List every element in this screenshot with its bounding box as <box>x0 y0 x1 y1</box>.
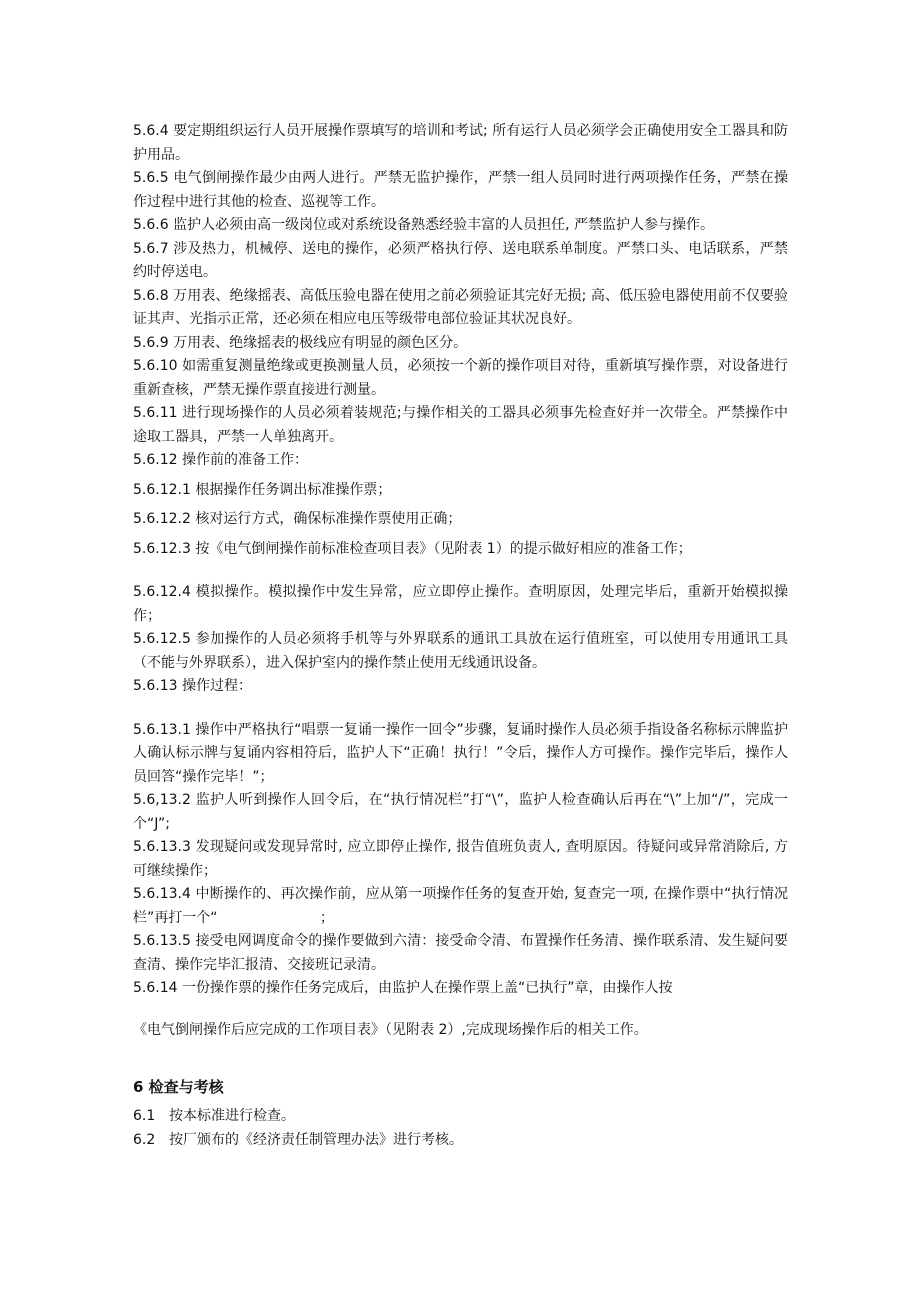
paragraph-5-6-9: 5.6.9 万用表、绝缘摇表的极线应有明显的颜色区分。 <box>133 334 468 351</box>
paragraph-5-6-12-5: 5.6.12.5 参加操作的人员必须将手机等与外界联系的通讯工具放在运行值班室，可以使用专用通讯工具（不能与外界联系），进入保护室内的操作禁止使用无线通讯设备。 <box>133 631 788 671</box>
paragraph-5-6-12-2: 5.6.12.2 核对运行方式，确保标准操作票使用正确； <box>133 511 462 527</box>
section-6-heading: 6 检查与考核 <box>133 1078 224 1096</box>
paragraph-5-6-13-4: 5.6.13.4 中断操作的、再次操作前，应从第一项操作任务的复查开始, 复查完一项, 在操作票中“执行情况栏”再打一个“ ； <box>133 886 788 926</box>
paragraph-5-6-13-1: 5.6.13.1 操作中严格执行“唱票一复诵一操作一回令”步骤，复诵时操作人员必须手指设备名称标示牌监护人确认标示牌与复诵内容相符后，监护人下“正确！执行！”令后，操作人方可操作。操作完毕后，操作人员回答“操作完毕！”； <box>133 721 788 785</box>
section-6-item <box>133 1129 788 1153</box>
section-6-item-number: 6.2 <box>133 1131 156 1148</box>
paragraph-5-6-13-2: 5.6,13.2 监护人听到操作人回令后，在“执行情况栏”打“\”，监护人检查确认后再在“\”上加“/”，完成一个“J”; <box>133 792 788 832</box>
section-6-item <box>133 1105 788 1129</box>
paragraph-5-6-13-3: 5.6.13.3 发现疑问或发现异常时, 应立即停止操作, 报告值班负责人, 查明原因。待疑问或异常消除后, 方可继续操作； <box>133 839 788 879</box>
paragraph-5-6-11: 5.6.11 进行现场操作的人员必须着装规范;与操作相关的工器具必须事先检查好并一次带全。严禁操作中途取工器具，严禁一人单独离开。 <box>133 405 788 445</box>
section-6-item-number: 6.1 <box>133 1108 156 1124</box>
section-6-item-text: 按厂颁布的《经济责任制管理办法》进行考核。 <box>169 1131 463 1148</box>
paragraph-5-6-12-1: 5.6.12.1 根据操作任务调出标准操作票； <box>133 481 392 498</box>
paragraph-5-6-13-5: 5.6.13.5 接受电网调度命令的操作要做到六清：接受命令清、布置操作任务清、操作联系清、发生疑问要查清、操作完毕汇报清、交接班记录清。 <box>133 933 788 973</box>
document-page <box>133 120 788 1152</box>
paragraph-5-6-7: 5.6.7 涉及热力，机械停、送电的操作，必须严格执行停、送电联系单制度。严禁口头、电话联系，严禁约时停送电。 <box>133 240 788 280</box>
paragraph-5-6-12-4: 5.6.12.4 模拟操作。模拟操作中发生异常，应立即停止操作。查明原因，处理完毕后，重新开始模拟操作； <box>133 584 788 624</box>
paragraph-5-6-6: 5.6.6 监护人必须由高一级岗位或对系统设备熟悉经验丰富的人员担任, 严禁监护人参与操作。 <box>133 217 714 233</box>
paragraph-5-6-14-continued: 《电气倒闸操作后应完成的工作项目表》（见附表 2）,完成现场操作后的相关工作。 <box>133 1021 648 1038</box>
paragraph-5-6-10: 5.6.10 如需重复测量绝缘或更换测量人员，必须按一个新的操作项目对待，重新填写操作票，对设备进行重新查核，严禁无操作票直接进行测量。 <box>133 358 788 398</box>
paragraph-5-6-12: 5.6.12 操作前的准备工作： <box>133 452 308 468</box>
paragraph-5-6-13: 5.6.13 操作过程： <box>133 678 252 694</box>
paragraph-5-6-8: 5.6.8 万用表、绝缘摇表、高低压验电器在使用之前必须验证其完好无损; 高、低压验电器使用前不仅要验证其声、光指示正常，还必须在相应电压等级带电部位验证其状况良好。 <box>133 287 788 327</box>
paragraph-5-6-12-3: 5.6.12.3 按《电气倒闸操作前标准检查项目表》（见附表 1）的提示做好相应的准备工作； <box>133 540 692 557</box>
section-6-item-text: 按本标准进行检查。 <box>169 1108 295 1124</box>
paragraph-5-6-14: 5.6.14 一份操作票的操作任务完成后，由监护人在操作票上盖“已执行”章，由操作人按 <box>133 980 673 996</box>
paragraph-5-6-4: 5.6.4 要定期组织运行人员开展操作票填写的培训和考试; 所有运行人员必须学会正确使用安全工器具和防护用品。 <box>133 123 788 163</box>
paragraph-5-6-5: 5.6.5 电气倒闸操作最少由两人进行。严禁无监护操作，严禁一组人员同时进行两项操作任务，严禁在操作过程中进行其他的检查、巡视等工作。 <box>133 170 788 210</box>
